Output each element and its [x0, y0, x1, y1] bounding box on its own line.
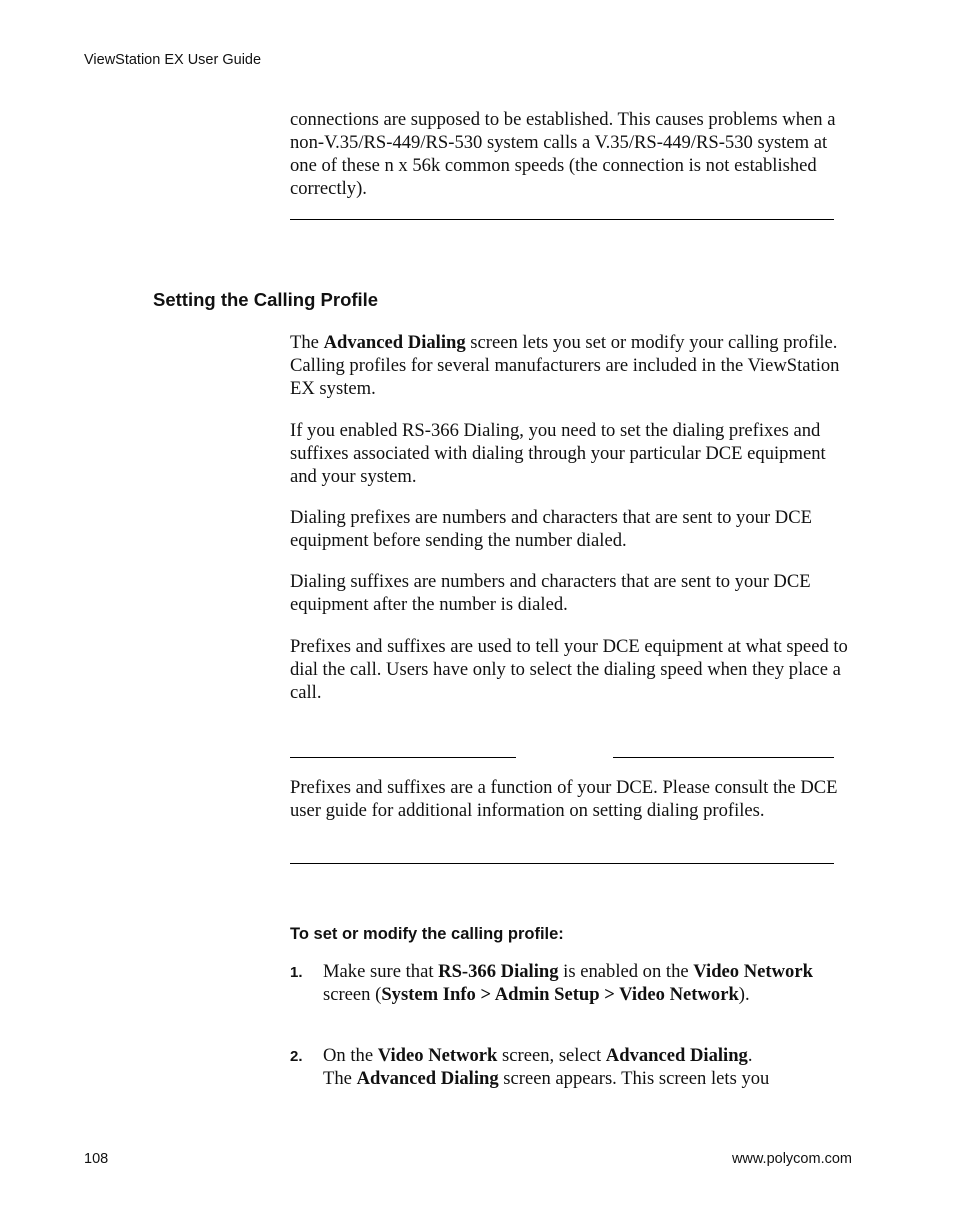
paragraph-rs366: If you enabled RS-366 Dialing, you need to set the dialing prefixes and suffixes associated with dialing through your particular DCE equipment and your system.	[290, 420, 826, 487]
page-number: 108	[84, 1151, 109, 1167]
step-text-run: On the	[323, 1045, 378, 1066]
paragraph-speed: Prefixes and suffixes are used to tell your DCE equipment at what speed to dial the call. Users have only to select the dialing speed when they place a call.	[290, 636, 848, 703]
paragraph-text: The	[290, 332, 324, 353]
ui-term-bold: Video Network	[377, 1045, 498, 1066]
note-bottom-rule	[290, 863, 834, 864]
step-text-run: screen (	[323, 984, 382, 1005]
paragraph-suffixes: Dialing suffixes are numbers and characters that are sent to your DCE equipment after the number is dialed.	[290, 571, 811, 615]
step-text-run: screen, select	[497, 1045, 606, 1066]
step-text	[323, 960, 833, 1006]
ui-term-bold: RS-366 Dialing	[438, 961, 559, 982]
running-header: ViewStation EX User Guide	[84, 52, 262, 68]
menu-path-bold: System Info > Admin Setup > Video Network	[381, 984, 739, 1005]
ui-term-bold: Advanced Dialing	[323, 332, 466, 353]
step-text-run: is enabled on the	[558, 961, 694, 982]
ui-term-bold: Advanced Dialing	[605, 1045, 748, 1066]
intro-paragraph: connections are supposed to be established. This causes problems when a non-V.35/RS-449/RS-530 system calls a V.35/RS-449/RS-530 system at one of these n x 56k common speeds (the connection is not established correctly).	[290, 109, 836, 199]
step-2	[290, 1044, 830, 1094]
divider-rule	[290, 219, 834, 220]
procedure-heading: To set or modify the calling profile:	[290, 925, 564, 943]
note-top-rule-left	[290, 757, 516, 758]
step-number: 2.	[290, 1048, 303, 1065]
step-number: 1.	[290, 964, 303, 981]
paragraph-text: screen lets you set or modify your calling profile. Calling profiles for several manufacturers are included in the ViewStation EX system.	[290, 332, 840, 399]
step-text	[323, 1044, 833, 1090]
ui-term-bold: Advanced Dialing	[356, 1068, 499, 1089]
paragraph-advanced-dialing	[290, 331, 855, 400]
step-text-run: screen appears. This screen lets you	[498, 1068, 770, 1089]
note-text: Prefixes and suffixes are a function of your DCE. Please consult the DCE user guide for additional information on setting dialing profiles.	[290, 777, 838, 821]
step-1	[290, 960, 830, 1032]
step-text-run: The	[323, 1068, 357, 1089]
step-text-run: Make sure that	[323, 961, 439, 982]
paragraph-prefixes: Dialing prefixes are numbers and characters that are sent to your DCE equipment before sending the number dialed.	[290, 507, 812, 551]
step-text-run: ).	[738, 984, 750, 1005]
step-text-run: .	[747, 1045, 753, 1066]
section-heading: Setting the Calling Profile	[153, 289, 379, 310]
ui-term-bold: Video Network	[693, 961, 813, 982]
note-top-rule-right	[613, 757, 834, 758]
footer-url: www.polycom.com	[731, 1151, 852, 1167]
